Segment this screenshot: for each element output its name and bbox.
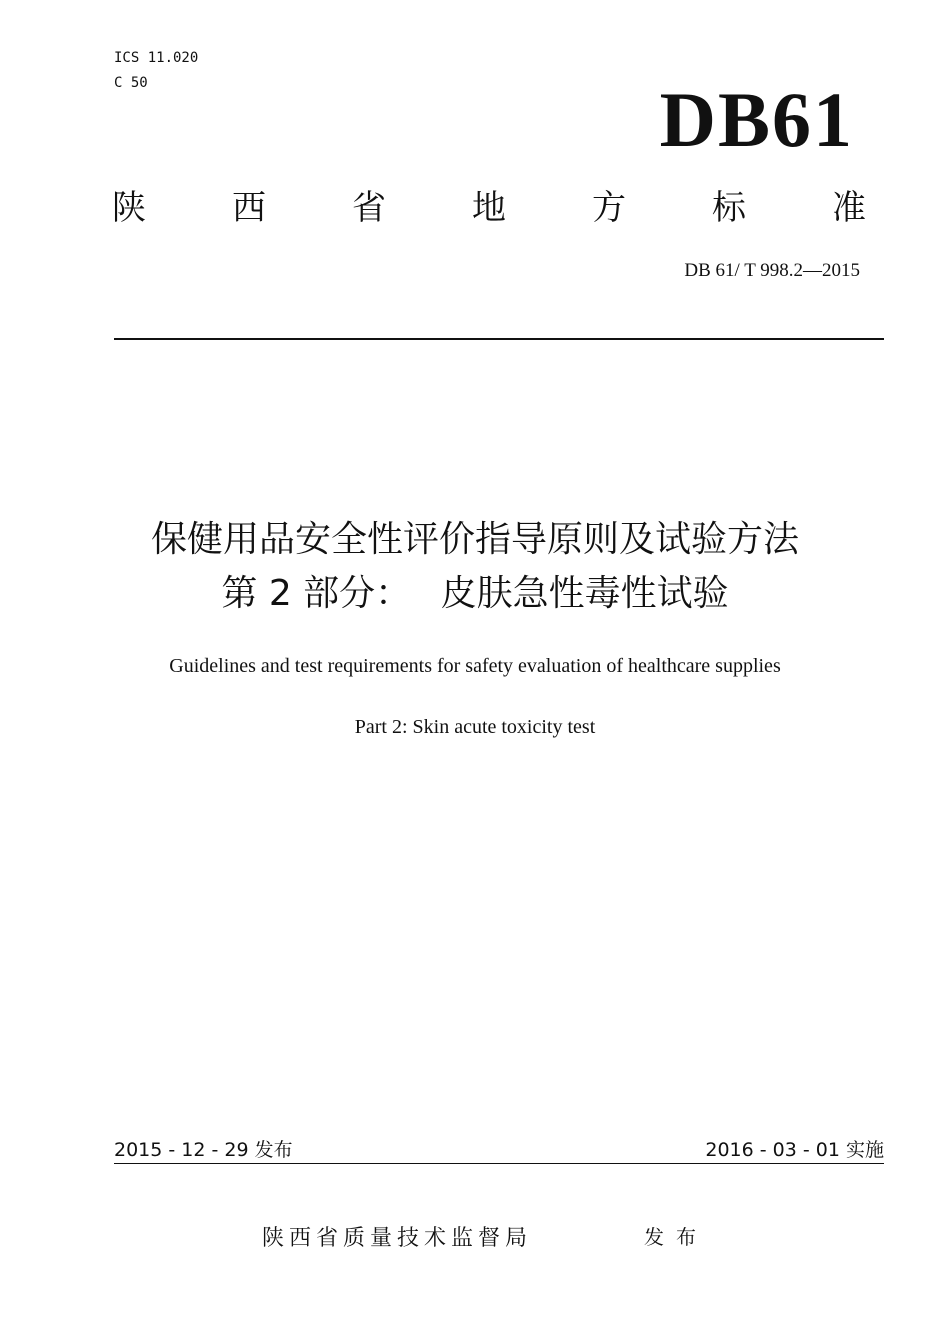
publisher: 陕西省质量技术监督局 (262, 1226, 533, 1251)
title-chinese-line-1: 保健用品安全性评价指导原则及试验方法 (150, 519, 799, 560)
publish-label: 发布 (644, 1225, 708, 1249)
standard-type-char: 方 (592, 188, 626, 228)
standard-number: DB 61/ T 998.2—2015 (684, 260, 860, 281)
standard-type-char: 准 (832, 188, 866, 228)
implementation-date: 2016 - 03 - 01 实施 (705, 1139, 884, 1161)
issue-date: 2015 - 12 - 29 发布 (114, 1139, 293, 1161)
header-divider (114, 338, 884, 340)
db-logo: DB61 (659, 76, 854, 163)
standard-type-char: 地 (472, 188, 506, 228)
standard-type-char: 西 (232, 188, 266, 228)
title-english-line-1: Guidelines and test requirements for safety evaluation of healthcare supplies (169, 655, 781, 677)
standard-type (112, 186, 866, 230)
ccs-code: C 50 (114, 75, 148, 91)
standard-type-char: 陕 (112, 188, 146, 228)
standard-type-char: 省 (352, 188, 386, 228)
title-chinese-line-2: 第 2 部分： 皮肤急性毒性试验 (221, 573, 729, 614)
standard-type-char: 标 (712, 188, 746, 228)
title-english-line-2: Part 2: Skin acute toxicity test (354, 716, 596, 738)
ics-code: ICS 11.020 (114, 50, 199, 66)
footer-divider (114, 1163, 884, 1164)
